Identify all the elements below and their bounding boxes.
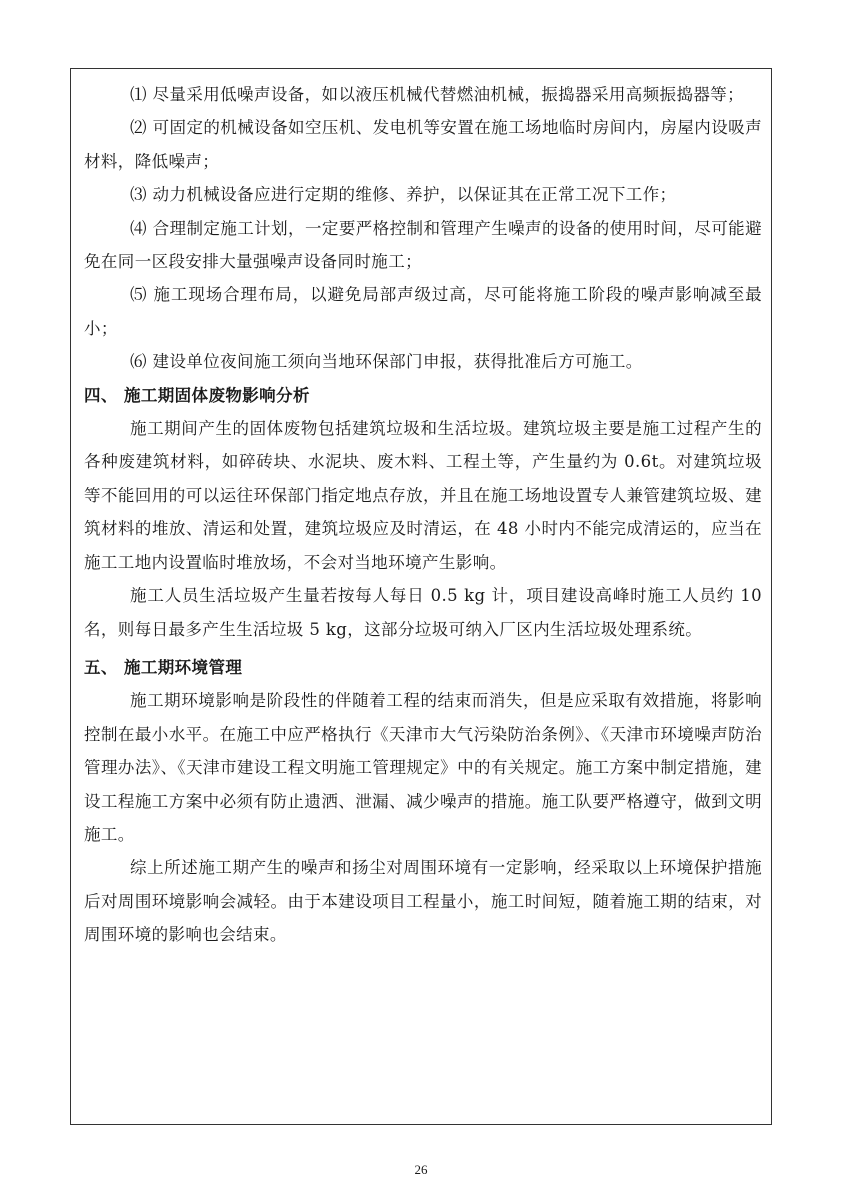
- document-body: [84, 78, 762, 952]
- section-4-heading: 四、 施工期固体废物影响分析: [84, 385, 310, 405]
- noise-measure-4: ⑷ 合理制定施工计划，一定要严格控制和管理产生噪声的设备的使用时间，尽可能避免在同一区段安排大量强噪声设备同时施工；: [84, 218, 762, 272]
- section-5-heading: 五、 施工期环境管理: [84, 657, 243, 677]
- section-4-paragraph-2: 施工人员生活垃圾产生量若按每人每日 0.5 kg 计，项目建设高峰时施工人员约 10 名，则每日最多产生生活垃圾 5 kg，这部分垃圾可纳入厂区内生活垃圾处理系统。: [84, 586, 762, 639]
- noise-measure-6: ⑹ 建设单位夜间施工须向当地环保部门申报，获得批准后方可施工。: [130, 352, 643, 372]
- page-number: 26: [414, 1162, 428, 1177]
- noise-measure-5: ⑸ 施工现场合理布局，以避免局部声级过高，尽可能将施工阶段的噪声影响减至最小；: [84, 285, 762, 338]
- section-5-paragraph-2: 综上所述施工期产生的噪声和扬尘对周围环境有一定影响，经采取以上环境保护措施后对周围环境影响会减轻。由于本建设项目工程量小，施工时间短，随着施工期的结束，对周围环境的影响也会结束。: [84, 858, 762, 945]
- noise-measure-3: ⑶ 动力机械设备应进行定期的维修、养护，以保证其在正常工况下工作；: [130, 185, 677, 205]
- section-5-paragraph-1: 施工期环境影响是阶段性的伴随着工程的结束而消失，但是应采取有效措施，将影响控制在最小水平。在施工中应严格执行《天津市大气污染防治条例》、《天津市环境噪声防治管理办法》、《天津市建设工程文明施工管理规定》中的有关规定。施工方案中制定措施，建设工程施工方案中必须有防止遗洒、泄漏、减少噪声的措施。施工队要严格遵守，做到文明施工。: [84, 691, 762, 844]
- noise-measure-1: ⑴ 尽量采用低噪声设备，如以液压机械代替燃油机械，振捣器采用高频振捣器等；: [130, 85, 745, 104]
- section-4-paragraph-1: 施工期间产生的固体废物包括建筑垃圾和生活垃圾。建筑垃圾主要是施工过程产生的各种废建筑材料，如碎砖块、水泥块、废木料、工程土等，产生量约为 0.6t。对建筑垃圾等不能回用的可以运往环保部门指定地点存放，并且在施工场地设置专人兼管建筑垃圾、建筑材料的堆放、清运和处置，建筑垃圾应及时清运，在 48 小时内不能完成清运的，应当在施工工地内设置临时堆放场，不会对当地环境产生影响。: [84, 419, 762, 572]
- noise-measure-2: ⑵ 可固定的机械设备如空压机、发电机等安置在施工场地临时房间内，房屋内设吸声材料，降低噪声；: [84, 118, 762, 171]
